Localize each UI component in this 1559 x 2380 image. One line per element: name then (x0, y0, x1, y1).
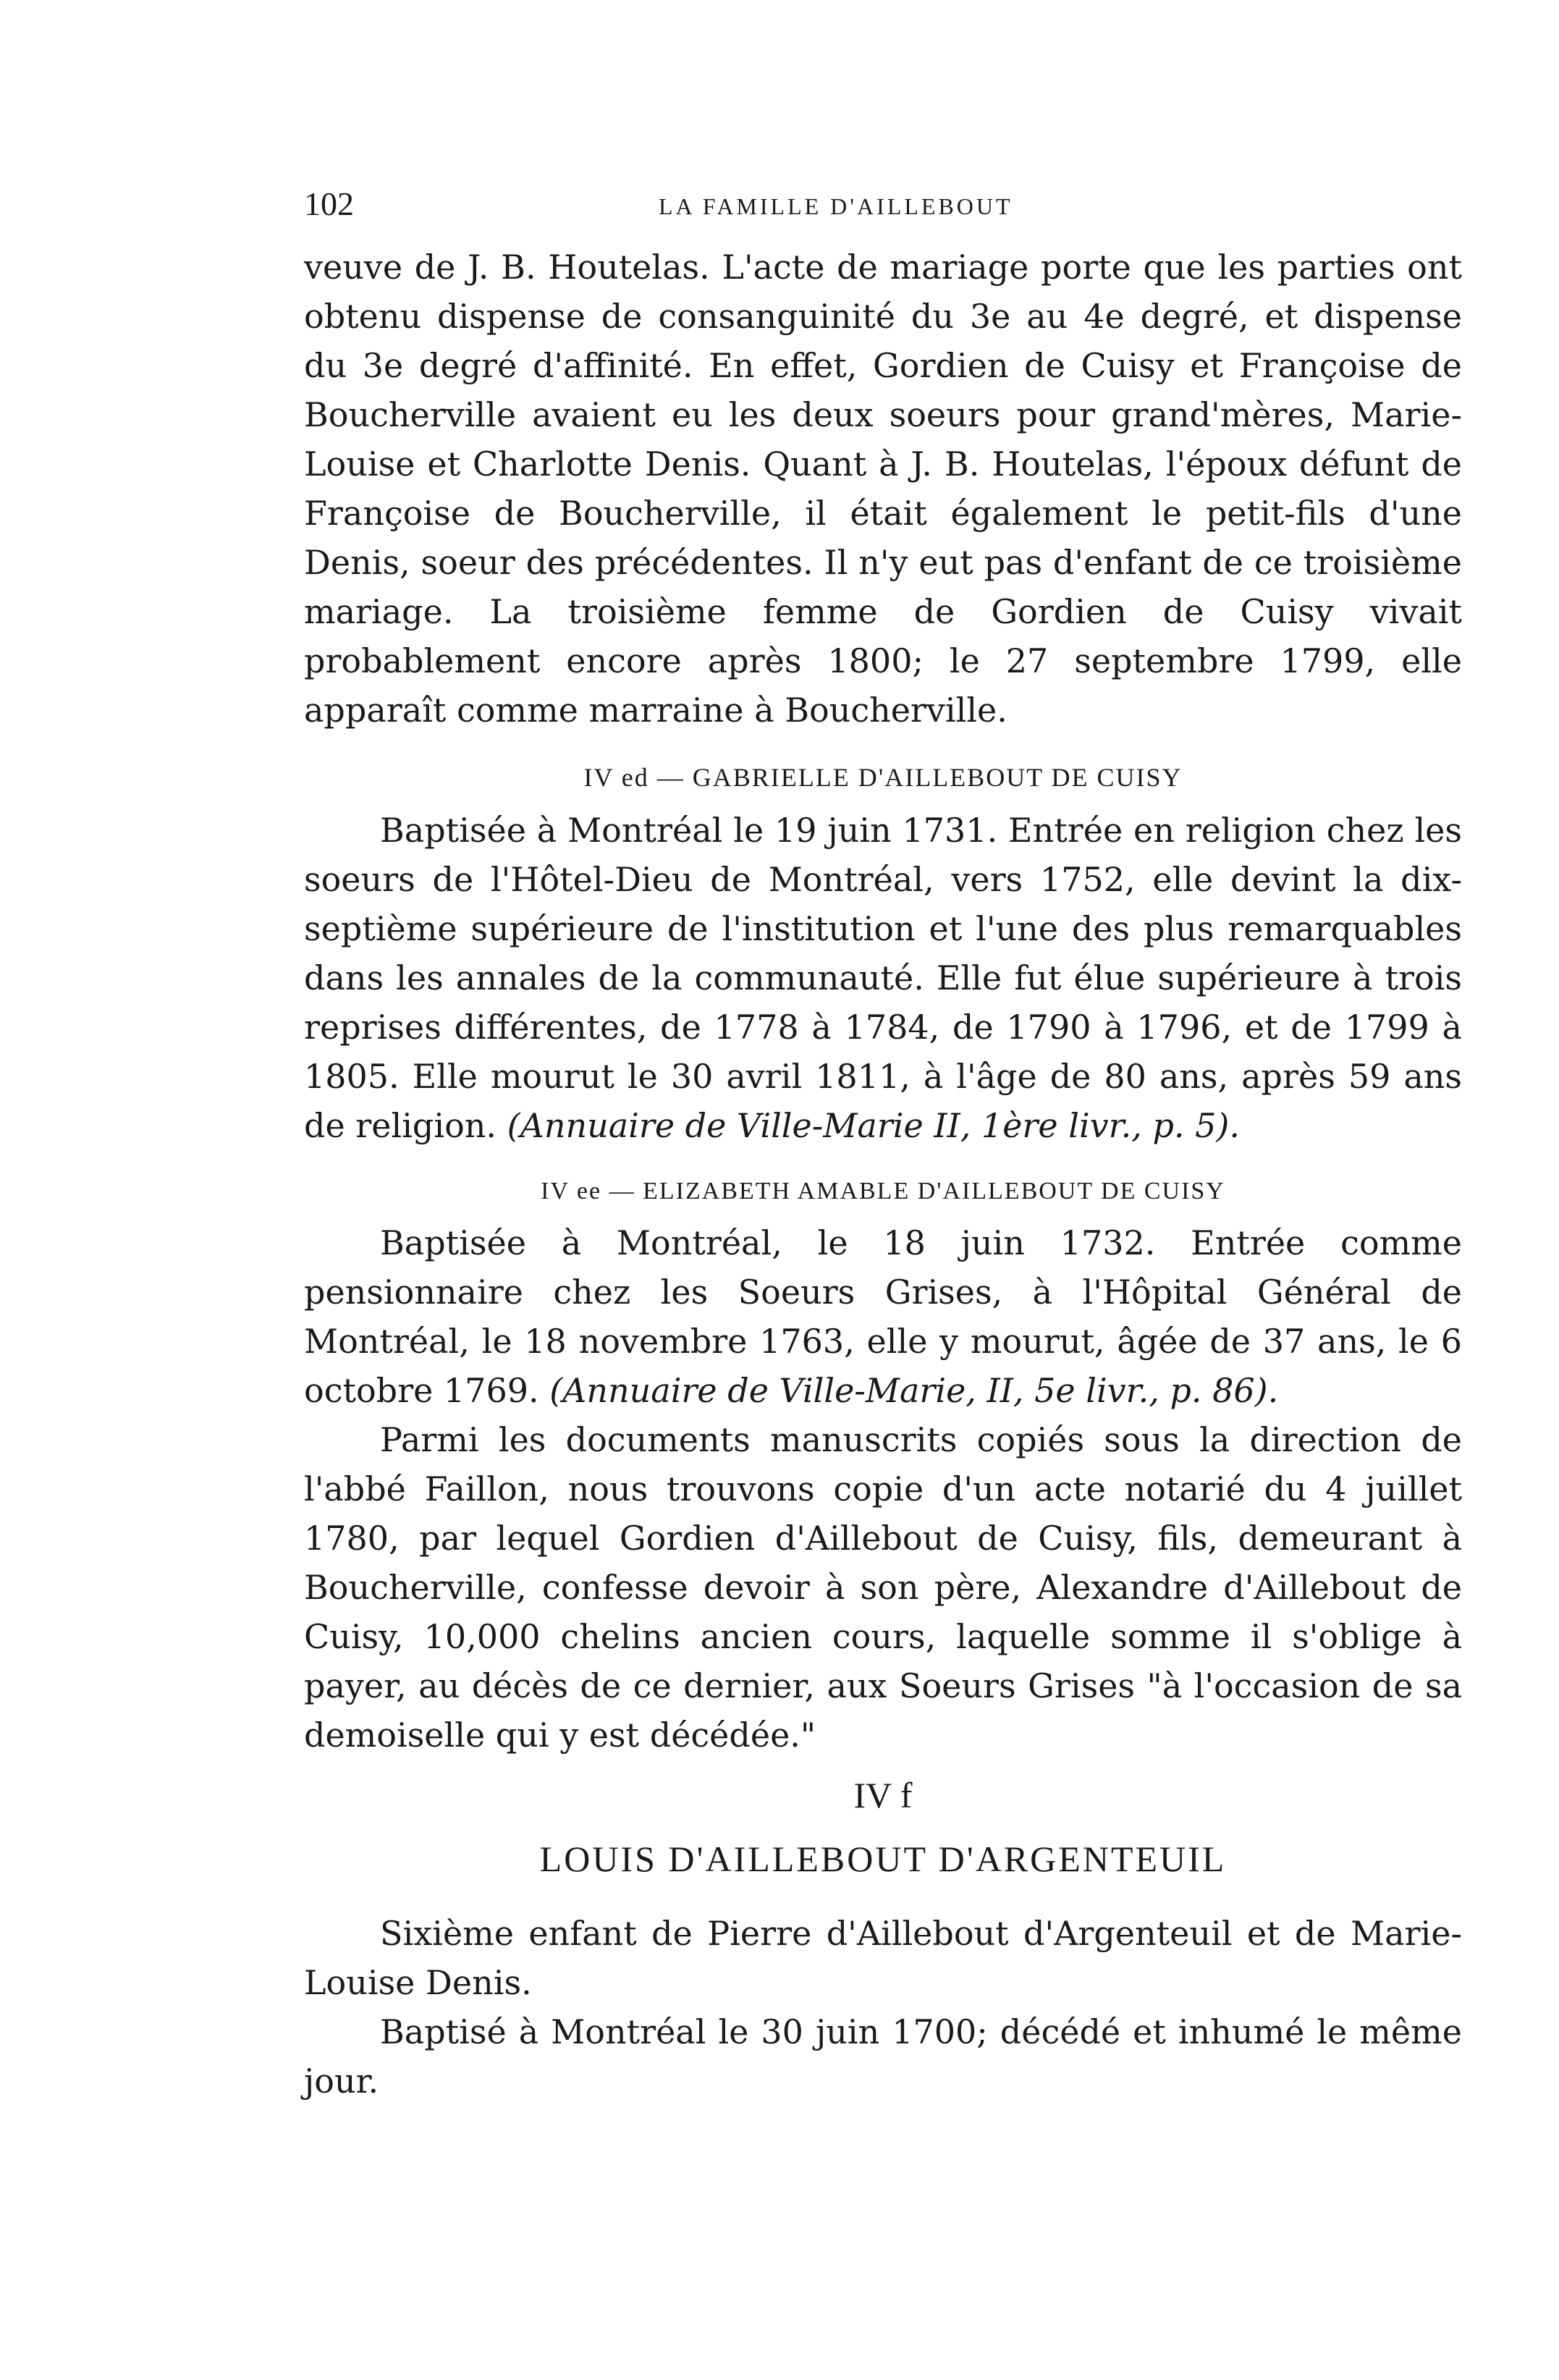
paragraph-elizabeth (304, 1218, 1462, 1415)
citation-elizabeth: (Annuaire de Ville-Marie, II, 5e livr., p. 86). (549, 1371, 1279, 1410)
paragraph-gabrielle-text: Baptisée à Montréal le 19 juin 1731. Entrée en religion chez les soeurs de l'Hôtel-Dieu de Montréal, vers 1752, elle devint la dix-septième supérieure de l'institution et l'une des plus remarquables dans les annales de la communauté. Elle fut élue supérieure à trois reprises différentes, de 1778 à 1784, de 1790 à 1796, et de 1799 à 1805. Elle mourut le 30 avril 1811, à l'âge de 80 ans, après 59 ans de religion. (304, 811, 1462, 1145)
section-title-louis: LOUIS D'AILLEBOUT D'ARGENTEUIL (539, 1839, 1227, 1879)
document-page (304, 185, 1462, 2106)
section-heading-elizabeth: IV ee — ELIZABETH AMABLE D'AILLEBOUT DE CUISY (541, 1178, 1225, 1204)
paragraph-gabrielle (304, 806, 1462, 1150)
page-header (304, 185, 1462, 242)
section-heading-gabrielle: IV ed — GABRIELLE D'AILLEBOUT DE CUISY (583, 763, 1183, 792)
paragraph-faillon: Parmi les documents manuscrits copiés sous la direction de l'abbé Faillon, nous trouvons copie d'un acte notarié du 4 juillet 1780, par lequel Gordien d'Aillebout de Cuisy, fils, demeurant à Boucherville, confesse devoir à son père, Alexandre d'Aillebout de Cuisy, 10,000 chelins ancien cours, laquelle somme il s'oblige à payer, au décès de ce dernier, aux Soeurs Grises "à l'occasion de sa demoiselle qui y est décédée." (304, 1420, 1462, 1755)
paragraph-louis-1: Sixième enfant de Pierre d'Aillebout d'Argenteuil et de Marie-Louise Denis. (304, 1914, 1462, 2002)
generation-label: IV f (853, 1775, 913, 1815)
citation-gabrielle: (Annuaire de Ville-Marie II, 1ère livr., p. 5). (507, 1106, 1240, 1145)
paragraph-elizabeth-text: Baptisée à Montréal, le 18 juin 1732. Entrée comme pensionnaire chez les Soeurs Grises, à l'Hôpital Général de Montréal, le 18 novembre 1763, elle y mourut, âgée de 37 ans, le 6 octobre 1769. (304, 1223, 1462, 1410)
paragraph-houtelas: veuve de J. B. Houtelas. L'acte de mariage porte que les parties ont obtenu dispense de consanguinité du 3e au 4e degré, et dispense du 3e degré d'affinité. En effet, Gordien de Cuisy et Françoise de Boucherville avaient eu les deux soeurs pour grand'mères, Marie-Louise et Charlotte Denis. Quant à J. B. Houtelas, l'époux défunt de Françoise de Boucherville, il était également le petit-fils d'une Denis, soeur des précédentes. Il n'y eut pas d'enfant de ce troisième mariage. La troisième femme de Gordien de Cuisy vivait probablement encore après 1800; le 27 septembre 1799, elle apparaît comme marraine à Boucherville. (304, 248, 1462, 730)
paragraph-louis-2: Baptisé à Montréal le 30 juin 1700; décédé et inhumé le même jour. (304, 2012, 1462, 2101)
running-title: LA FAMILLE D'AILLEBOUT (659, 193, 1013, 219)
page-number: 102 (304, 185, 354, 222)
